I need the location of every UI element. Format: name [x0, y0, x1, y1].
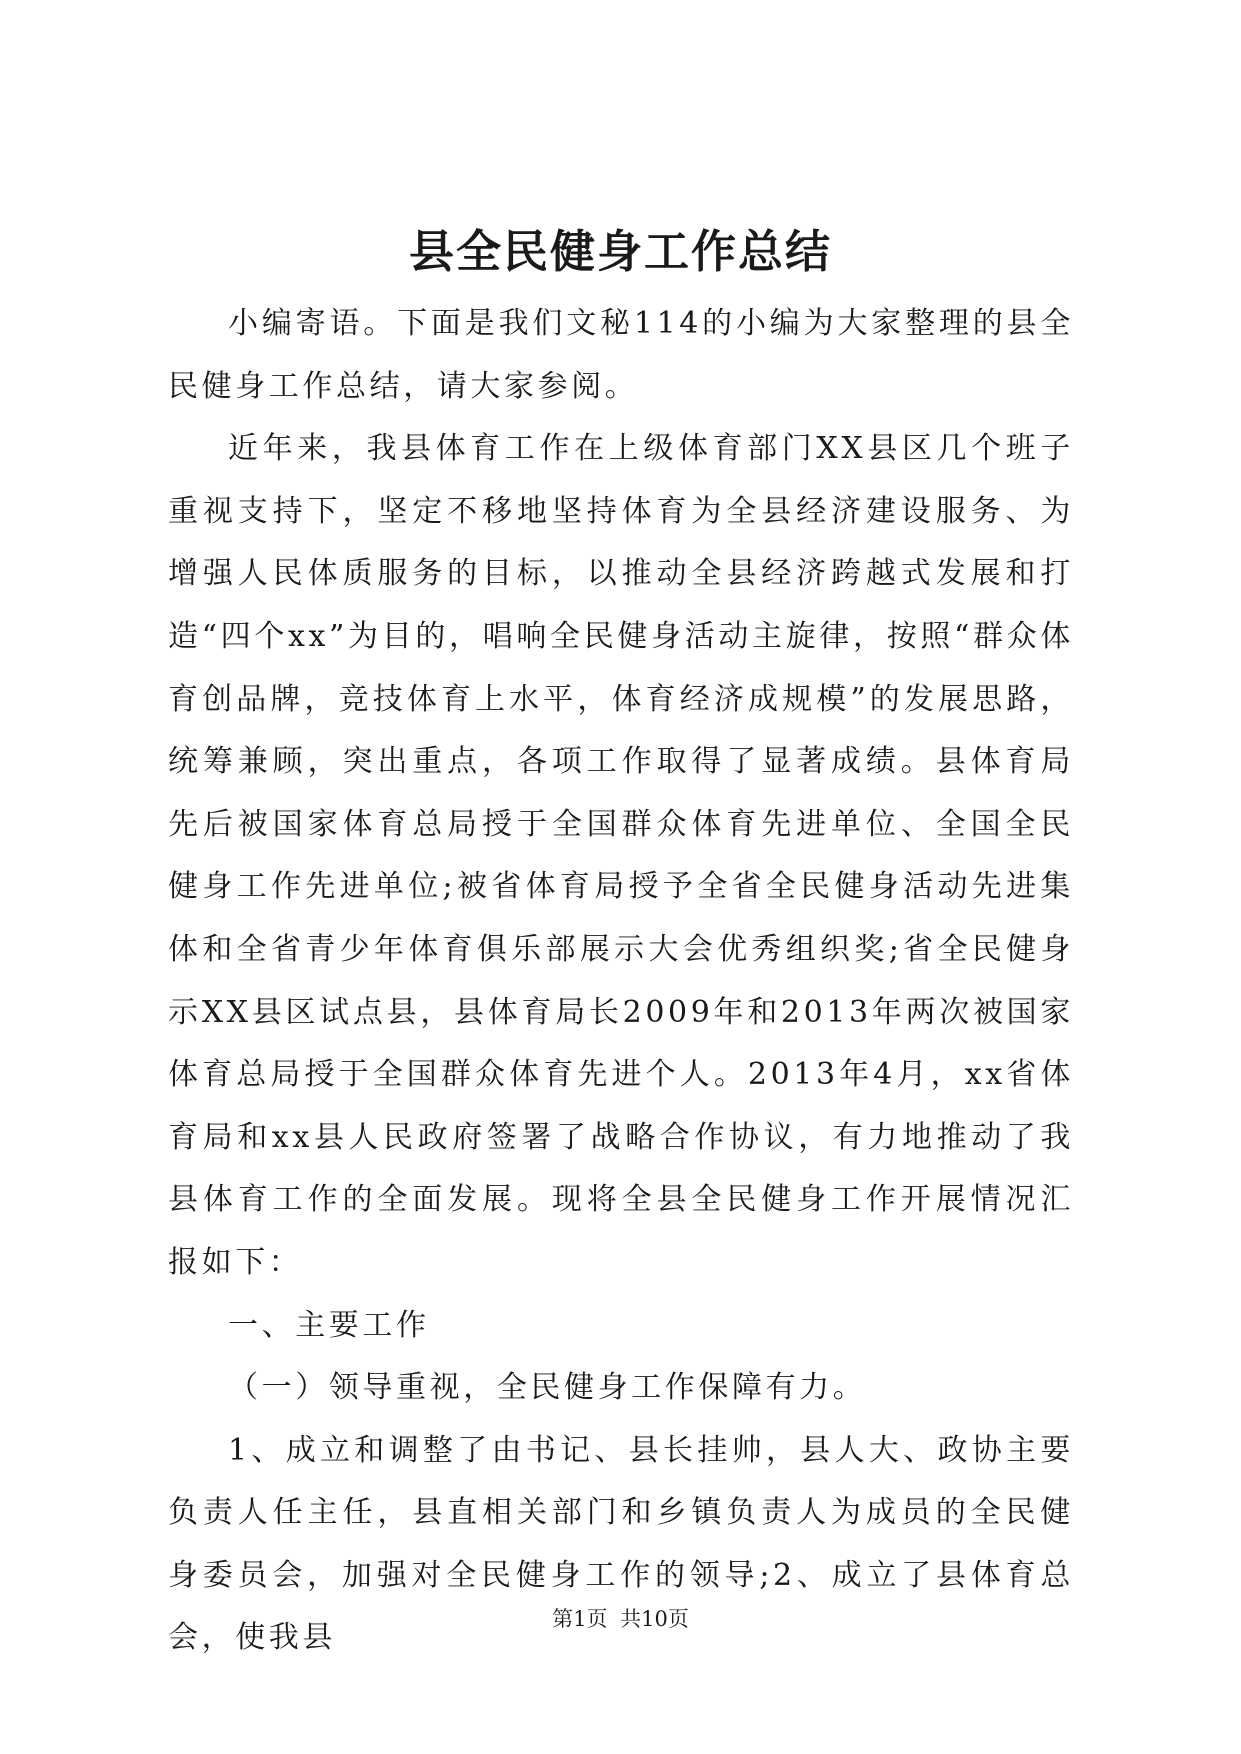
page-total: 共10页: [620, 1607, 689, 1631]
paragraph-item-1: 1、成立和调整了由书记、县长挂帅，县人大、政协主要负责人任主任，县直相关部门和乡镇负责人为成员的全民健身委员会，加强对全民健身工作的领导;2、成立了县体育总会，使我县: [168, 1432, 1074, 1656]
paragraph-intro: 小编寄语。下面是我们文秘114的小编为大家整理的县全民健身工作总结，请大家参阅。: [168, 306, 1074, 404]
document-body: [168, 293, 1074, 1670]
subsection-heading: （一）领导重视，全民健身工作保障有力。: [228, 1370, 867, 1406]
page-number: 第1页: [552, 1607, 608, 1631]
page-footer: [0, 1604, 1241, 1634]
paragraph-overview: 近年来，我县体育工作在上级体育部门XX县区几个班子重视支持下，坚定不移地坚持体育为全县经济建设服务、为增强人民体质服务的目标，以推动全县经济跨越式发展和打造“四个xx”为目的，唱响全民健身活动主旋律，按照“群众体育创品牌，竞技体育上水平，体育经济成规模”的发展思路，统筹兼顾，突出重点，各项工作取得了显著成绩。县体育局先后被国家体育总局授于全国群众体育先进单位、全国全民健身工作先进单位;被省体育局授予全省全民健身活动先进集体和全省青少年体育俱乐部展示大会优秀组织奖;省全民健身示XX县区试点县，县体育局长2009年和2013年两次被国家体育总局授于全国群众体育先进个人。2013年4月，xx省体育局和xx县人民政府签署了战略合作协议，有力地推动了我县体育工作的全面发展。现将全县全民健身工作开展情况汇报如下：: [168, 431, 1074, 1280]
section-heading: 一、主要工作: [228, 1307, 430, 1343]
document-title: 县全民健身工作总结: [408, 225, 832, 278]
